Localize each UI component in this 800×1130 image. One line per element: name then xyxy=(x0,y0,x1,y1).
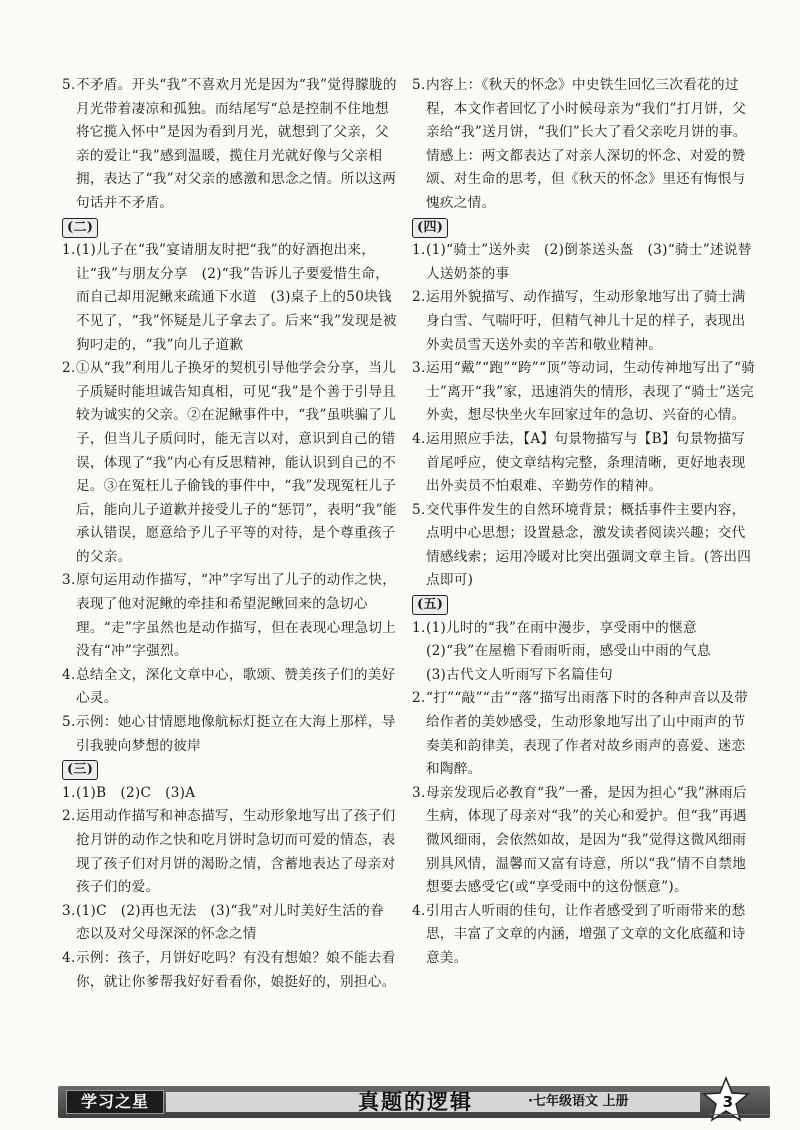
item-number: 3. xyxy=(412,784,426,801)
answer-item xyxy=(412,286,757,357)
item-number: 1. xyxy=(412,242,426,259)
answer-item xyxy=(62,357,397,569)
item-text: (1)儿子在“我”宴请朋友时把“我”的好酒抱出来，让“我”与朋友分享 (2)“我”告诉儿子要爱惜生命，而自己却用泥鳅来疏通下水道 (3)桌子上的50块钱不见了，“我”怀疑是儿子拿去了。后来“我”发现是被狗叼走的，“我”向儿子道歉 xyxy=(76,242,397,353)
item-text: 交代事件发生的自然环境背景；概括事件主要内容，点明中心思想；设置悬念，激发读者阅读兴趣；交代情感线索；运用冷暖对比突出强调文章主旨。(答出四点即可) xyxy=(426,501,752,589)
section-label: (五) xyxy=(412,595,448,615)
left-column xyxy=(62,74,397,994)
book-title: ·七年级语文 上册 xyxy=(528,1094,629,1109)
sub-answer: (2)“我”在屋檐下看雨听雨，感受山中雨的气息 xyxy=(426,643,711,660)
item-number: 2. xyxy=(62,360,76,377)
item-number: 5. xyxy=(412,501,426,518)
item-text: 运用动作描写和神态描写，生动形象地写出了孩子们抢月饼的动作之快和吃月饼时急切而可爱的情态，表现了孩子们对月饼的渴盼之情，含蓄地表达了母亲对孩子们的爱。 xyxy=(76,808,396,896)
answer-item xyxy=(62,711,397,758)
answer-item xyxy=(412,239,757,286)
item-text: 总结全文，深化文章中心，歌颂、赞美孩子们的美好心灵。 xyxy=(76,666,396,707)
item-text: (1)B (2)C (3)A xyxy=(76,784,196,801)
section-label: (三) xyxy=(62,760,98,780)
answer-item xyxy=(412,687,757,781)
item-text: 不矛盾。开头“我”不喜欢月光是因为“我”觉得朦胧的月光带着凄凉和孤独。而结尾写“总是控制不住地想将它揽入怀中”是因为看到月光，就想到了父亲，父亲的爱让“我”感到温暖，揽住月光就好像与父亲相拥，表达了“我”对父亲的感激和思念之情。所以这两句话并不矛盾。 xyxy=(76,77,397,211)
section-label: (二) xyxy=(62,218,98,238)
section-5-header xyxy=(412,593,757,617)
answer-item xyxy=(412,900,757,971)
item-number: 2. xyxy=(62,808,76,825)
answer-item xyxy=(62,782,397,806)
item-number: 5. xyxy=(62,77,76,93)
divider xyxy=(710,1114,770,1115)
item-number: 5. xyxy=(412,77,426,93)
item-text: 运用“戴”“跑”“跨”“顶”等动词，生动传神地写出了“骑士”离开“我”家，迅速消失的情形，表现了“骑士”送完外卖，想尽快坐火车回家过年的急切、兴奋的心情。 xyxy=(426,360,756,424)
item-number: 3. xyxy=(62,572,76,589)
section-label: (四) xyxy=(412,218,448,238)
item-text: “打”“敲”“击”“落”描写出雨落下时的各种声音以及带给作者的美妙感受，生动形象地写出了山中雨声的节奏美和韵律美，表现了作者对故乡雨声的喜爱、迷恋和陶醉。 xyxy=(426,690,748,778)
answer-item xyxy=(412,782,757,900)
right-column xyxy=(412,74,757,971)
item-text: (1)“骑士”送外卖 (2)倒茶送头盔 (3)“骑士”述说替人送奶茶的事 xyxy=(426,242,752,282)
item-number: 1. xyxy=(412,619,426,636)
answer-item xyxy=(412,74,757,216)
item-text: 引用古人听雨的佳句，让作者感受到了听雨带来的愁思，丰富了文章的内涵，增强了文章的文化底蕴和诗意美。 xyxy=(426,902,746,966)
item-text: 示例：孩子，月饼好吃吗？有没有想娘？娘不能去看你，就让你爹帮我好好看看你，娘挺好的，别担心。 xyxy=(76,949,396,990)
answer-item xyxy=(62,239,397,357)
sub-answer: (1)儿时的“我”在雨中漫步，享受雨中的惬意 xyxy=(426,619,697,636)
item-text: 原句运用动作描写，“冲”字写出了儿子的动作之快，表现了他对泥鳅的牵挂和希望泥鳅回来的急切心理。“走”字虽然也是动作描写，但在表现心理急切上没有“冲”字强烈。 xyxy=(76,572,397,660)
page-number: 3 xyxy=(722,1093,733,1111)
item-text: ①从“我”利用儿子换牙的契机引导他学会分享，当儿子质疑时能坦诚告知真相，可见“我”是个善于引导且较为诚实的父亲。②在泥鳅事件中，“我”虽哄骗了儿子，但当儿子质问时，能无言以对，意识到自己的错误，体现了“我”内心有反思精神，能认识到自己的不足。③在冤枉儿子偷钱的事件中，“我”发现冤枉儿子后，能向儿子道歉并接受儿子的“惩罚”，表明“我”能承认错误，愿意给予儿子平等的对待，是个尊重孩子的父亲。 xyxy=(76,360,397,565)
item-number: 1. xyxy=(62,242,76,259)
answer-item xyxy=(62,74,397,216)
series-title: 真题的逻辑 xyxy=(358,1090,473,1114)
item-text: 内容上：《秋天的怀念》中史铁生回忆三次看花的过程，本文作者回忆了小时候母亲为“我们”打月饼，父亲给“我”送月饼，“我们”长大了看父亲吃月饼的事。情感上：两文都表达了对亲人深切的怀念、对爱的赞颂、对生命的思考，但《秋天的怀念》里还有悔恨与愧疚之情。 xyxy=(426,77,747,211)
item-number: 1. xyxy=(62,784,76,801)
page-footer xyxy=(58,1086,770,1118)
answer-item xyxy=(412,499,757,593)
item-number: 3. xyxy=(62,902,76,919)
item-text xyxy=(426,617,757,688)
answer-item xyxy=(62,900,397,947)
answer-item xyxy=(62,664,397,711)
answer-item xyxy=(412,428,757,499)
item-number: 5. xyxy=(62,714,76,731)
sub-answer: (3)古代文人听雨写下名篇佳句 xyxy=(426,666,613,683)
item-number: 4. xyxy=(62,666,76,683)
answer-item xyxy=(62,569,397,663)
item-number: 4. xyxy=(412,902,426,919)
section-3-header xyxy=(62,758,397,782)
item-text: 运用外貌描写、动作描写，生动形象地写出了骑士满身白雪、气喘吁吁，但精气神儿十足的样子，表现出外卖员雪天送外卖的辛苦和敬业精神。 xyxy=(426,289,746,353)
item-number: 4. xyxy=(412,430,426,447)
section-2-header xyxy=(62,216,397,240)
item-text: 示例：她心甘情愿地像航标灯挺立在大海上那样，导引我驶向梦想的彼岸 xyxy=(76,714,396,754)
item-number: 4. xyxy=(62,949,76,966)
item-text: 母亲发现后必教育“我”一番，是因为担心“我”淋雨后生病，体现了母亲对“我”的关心和爱护。但“我”再遇微风细雨，会依然如故，是因为“我”觉得这微风细雨别具风情，温馨而又富有诗意，所以“我”情不自禁地想要去感受它(或“享受雨中的这份惬意”)。 xyxy=(426,784,747,896)
answer-item xyxy=(412,617,757,688)
item-text: (1)C (2)再也无法 (3)“我”对儿时美好生活的眷恋以及对父母深深的怀念之情 xyxy=(76,902,384,943)
answer-item xyxy=(62,805,397,899)
item-number: 3. xyxy=(412,360,426,377)
answer-item xyxy=(412,357,757,428)
item-number: 2. xyxy=(412,289,426,306)
brand-logo: 学习之星 xyxy=(66,1090,164,1114)
item-text: 运用照应手法，【A】句景物描写与【B】句景物描写首尾呼应，使文章结构完整，条理清晰，更好地表现出外卖员不怕艰难、辛勤劳作的精神。 xyxy=(426,430,746,495)
section-4-header xyxy=(412,216,757,240)
answer-item xyxy=(62,947,397,994)
item-number: 2. xyxy=(412,690,426,707)
